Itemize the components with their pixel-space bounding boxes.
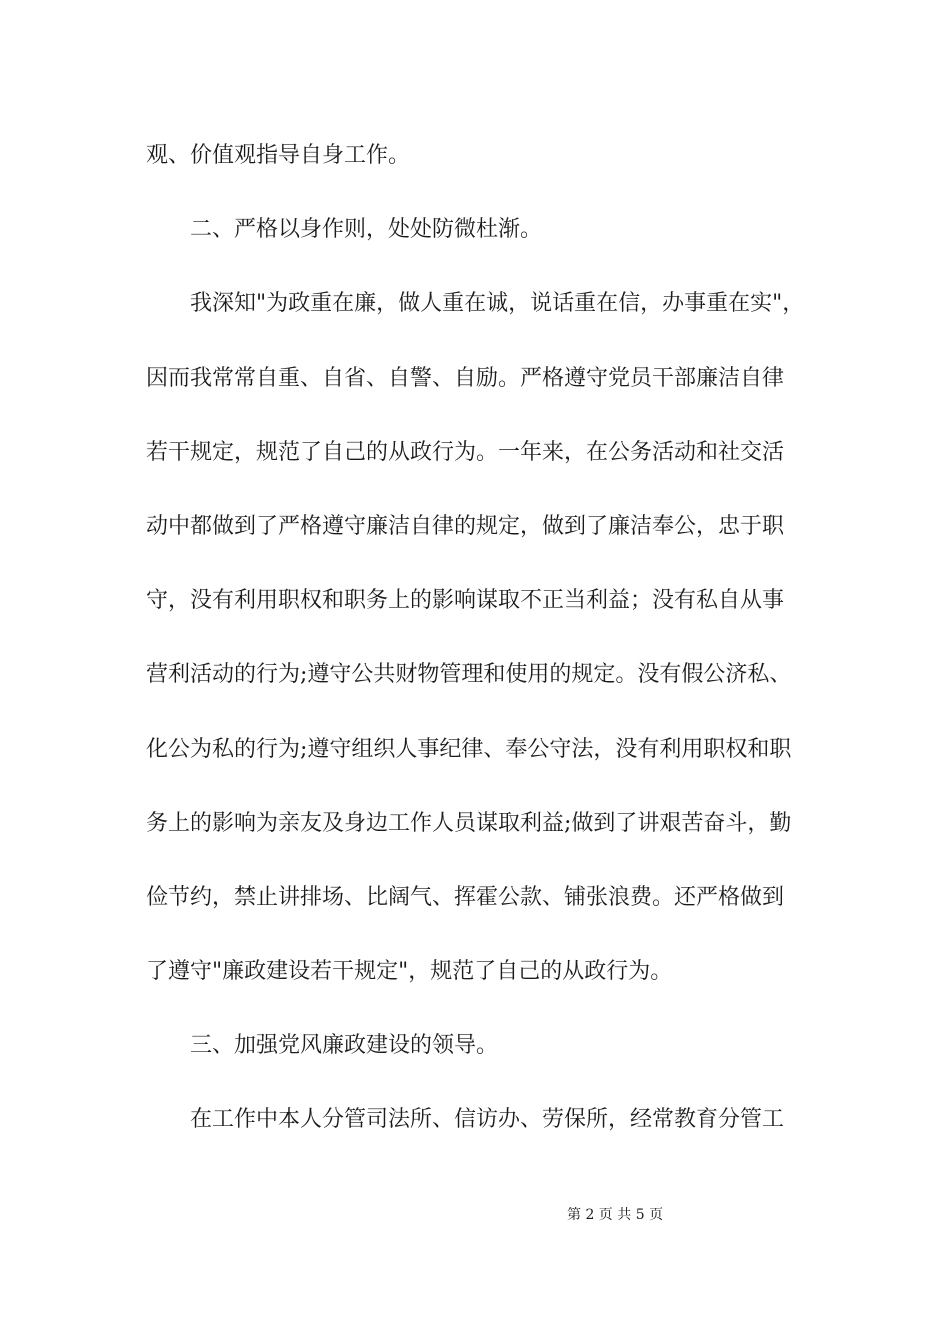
text-line: 我深知"为政重在廉，做人重在诚，说话重在信，办事重在实"， — [190, 291, 805, 317]
document-body — [146, 134, 826, 1173]
page-number: 第 2 页 共 5 页 — [567, 1207, 664, 1223]
text-line: 动中都做到了严格遵守廉洁自律的规定，做到了廉洁奉公，忠于职 — [146, 513, 785, 539]
text-line: 观、价值观指导自身工作。 — [146, 143, 411, 168]
section-heading: 二、严格以身作则，处处防微杜渐。 — [190, 217, 543, 243]
text-line: 若干规定，规范了自己的从政行为。一年来，在公务活动和社交活 — [146, 439, 785, 465]
section-heading: 三、加强党风廉政建设的领导。 — [190, 1033, 499, 1059]
text-line: 营利活动的行为;遵守公共财物管理和使用的规定。没有假公济私、 — [146, 662, 792, 688]
text-line: 因而我常常自重、自省、自警、自励。严格遵守党员干部廉洁自律 — [146, 365, 785, 391]
text-line: 务上的影响为亲友及身边工作人员谋取利益;做到了讲艰苦奋斗，勤 — [146, 810, 792, 836]
text-line: 了遵守"廉政建设若干规定"，规范了自己的从政行为。 — [146, 959, 673, 985]
text-line: 在工作中本人分管司法所、信访办、劳保所，经常教育分管工 — [190, 1107, 785, 1133]
text-line: 守，没有利用职权和职务上的影响谋取不正当利益；没有私自从事 — [146, 588, 785, 614]
text-line: 俭节约，禁止讲排场、比阔气、挥霍公款、铺张浪费。还严格做到 — [146, 884, 785, 910]
text-line: 化公为私的行为;遵守组织人事纪律、奉公守法，没有利用职权和职 — [146, 736, 792, 762]
